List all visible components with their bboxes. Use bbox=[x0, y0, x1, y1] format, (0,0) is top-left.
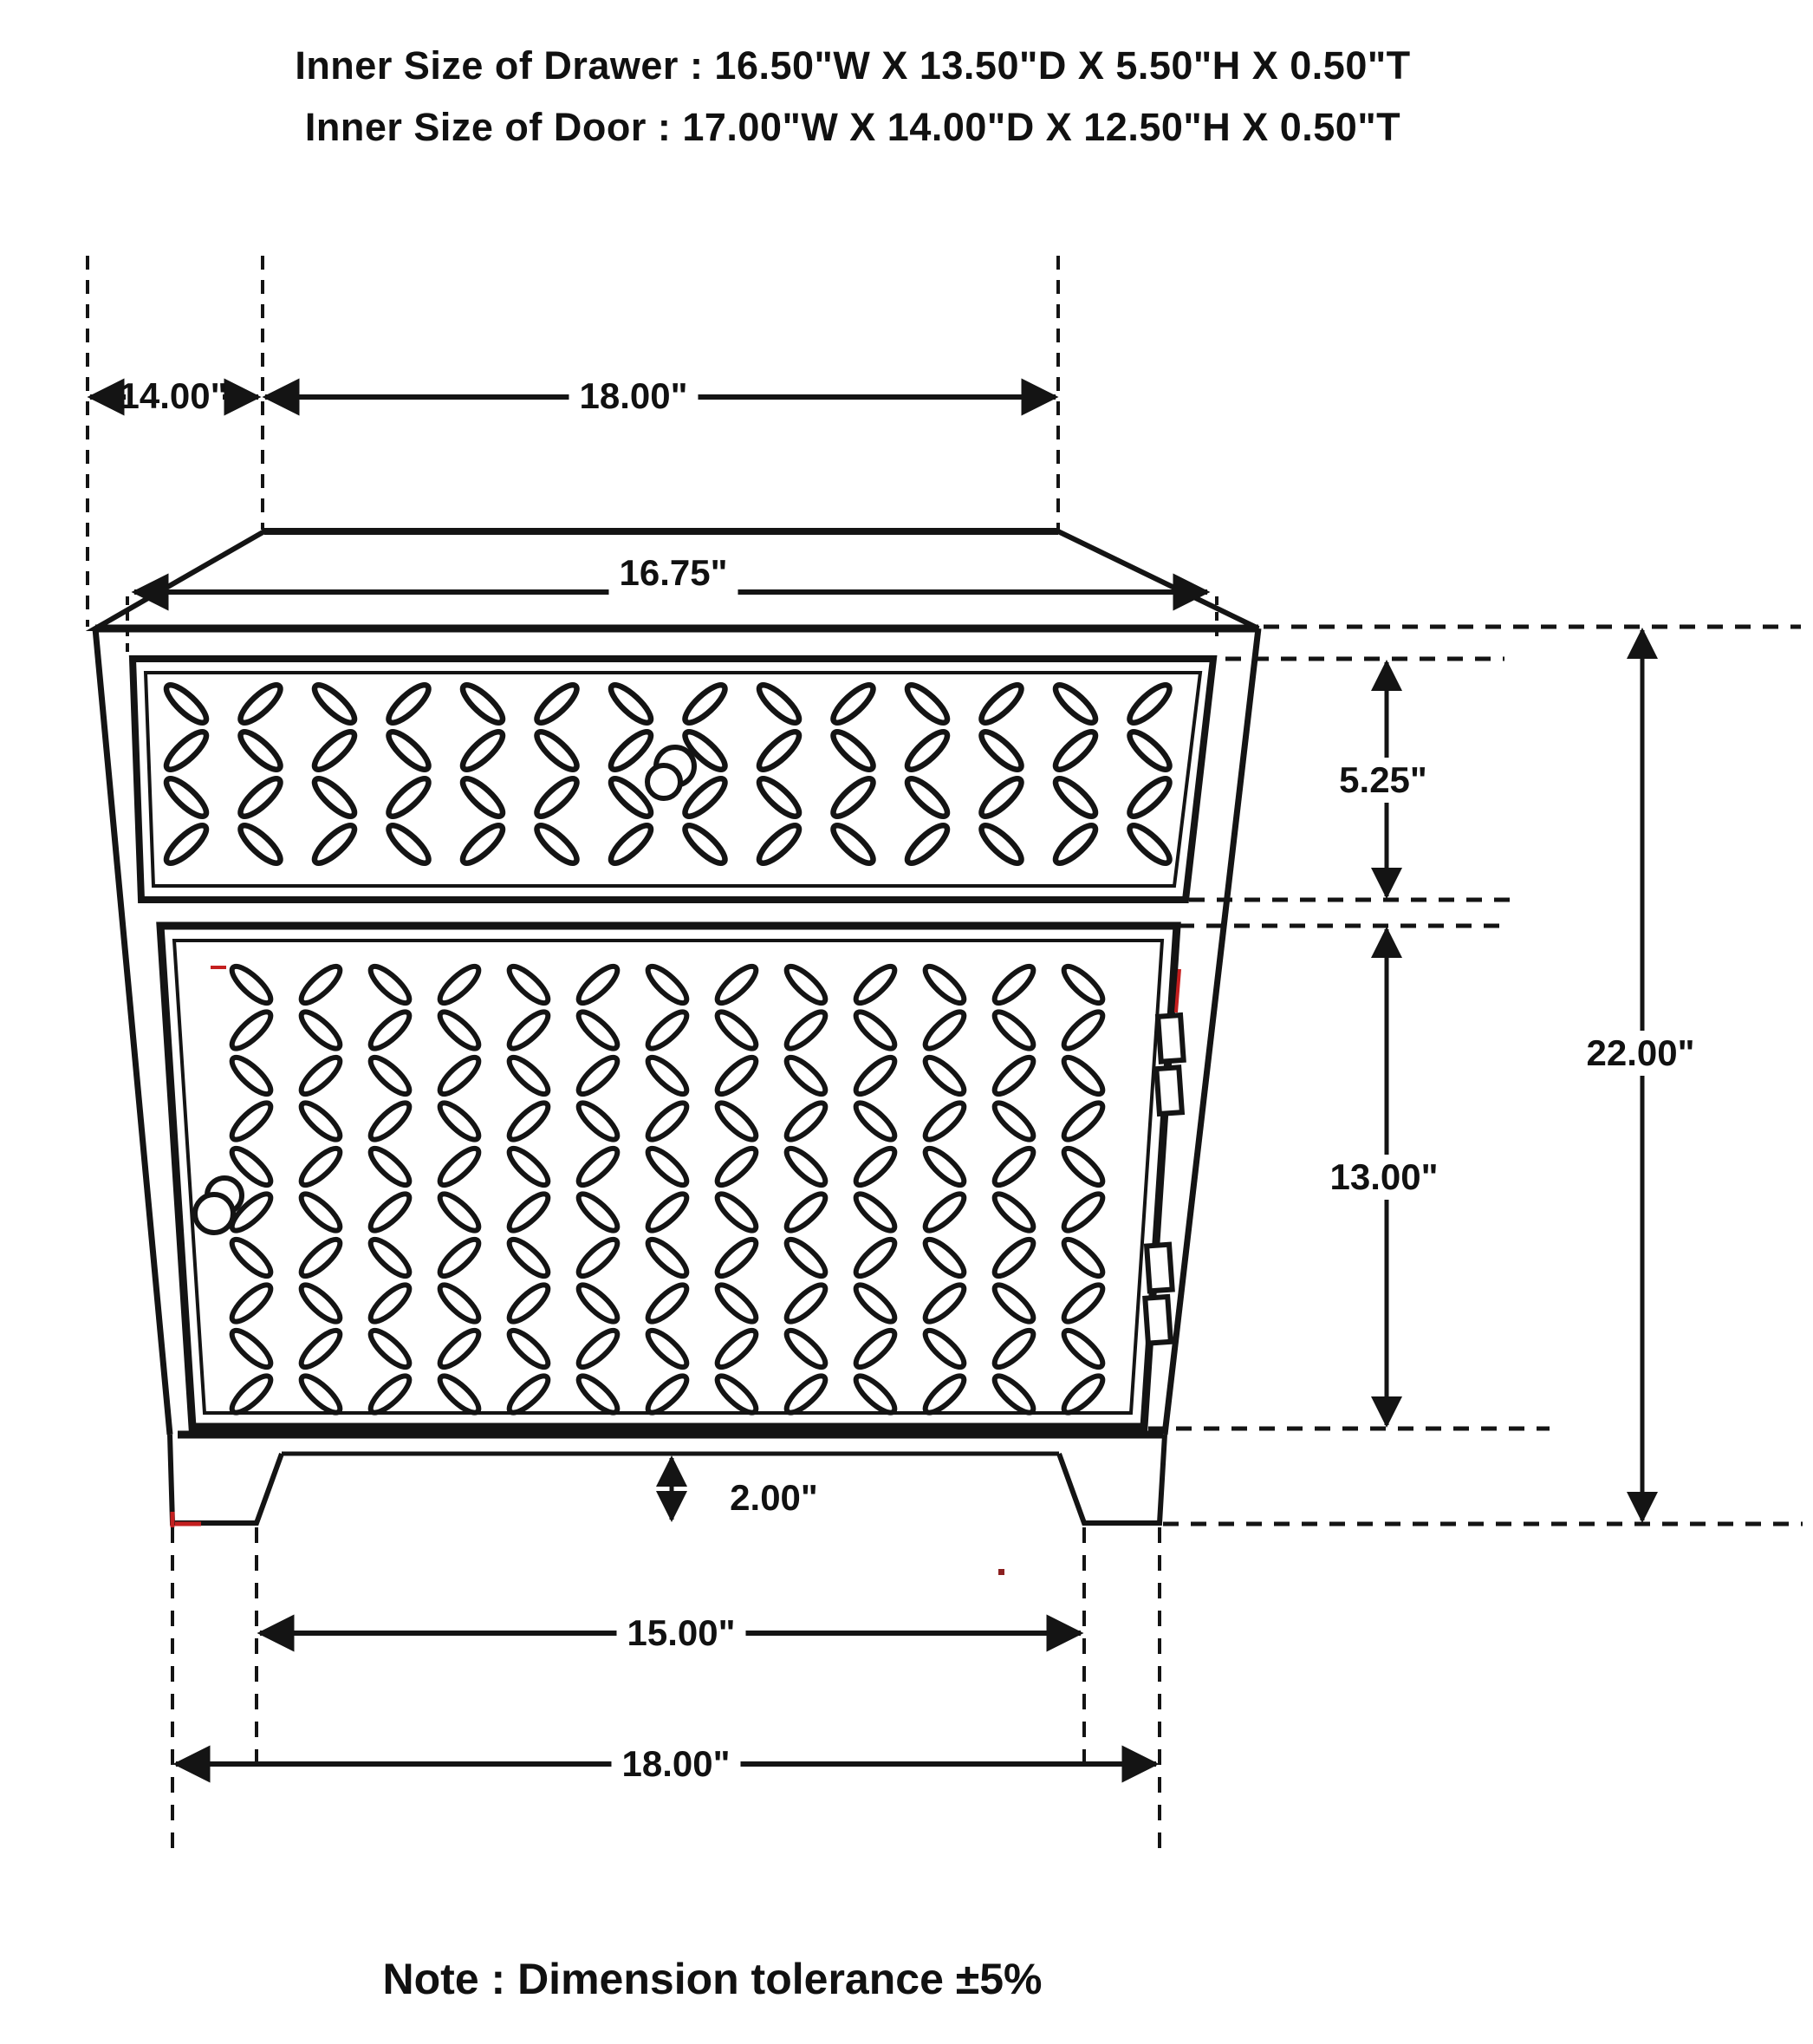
petal-cutout bbox=[782, 1006, 830, 1053]
petal-cutout bbox=[851, 1188, 900, 1235]
petal-cutout bbox=[712, 1325, 761, 1372]
petal-cutout bbox=[296, 1052, 345, 1099]
petal-cutout bbox=[920, 1143, 969, 1190]
petal-cutout bbox=[504, 1006, 553, 1053]
petal-cutout bbox=[680, 680, 731, 728]
petal-cutout bbox=[458, 773, 508, 822]
petal-cutout bbox=[990, 1279, 1038, 1326]
petal-cutout bbox=[851, 1006, 900, 1053]
petal-cutout bbox=[990, 1006, 1038, 1053]
petal-cutout bbox=[782, 1325, 830, 1372]
tolerance-note: Note : Dimension tolerance ±5% bbox=[382, 1955, 1043, 2003]
top-extension-lines bbox=[88, 256, 1217, 656]
petal-cutout bbox=[366, 1052, 414, 1099]
petal-cutout bbox=[1125, 773, 1175, 822]
petal-cutout bbox=[296, 1279, 345, 1326]
petal-cutout bbox=[643, 1097, 692, 1144]
petal-cutout bbox=[296, 1234, 345, 1281]
petal-cutout bbox=[1059, 1097, 1108, 1144]
petal-cutout bbox=[296, 961, 345, 1008]
petal-cutout bbox=[712, 961, 761, 1008]
petal-cutout bbox=[782, 1097, 830, 1144]
petal-cutout bbox=[643, 1370, 692, 1417]
petal-cutout bbox=[574, 1006, 622, 1053]
petal-cutout bbox=[920, 1234, 969, 1281]
petal-cutout bbox=[504, 1325, 553, 1372]
petal-cutout bbox=[1059, 1052, 1108, 1099]
petal-cutout bbox=[532, 773, 582, 822]
petal-cutout bbox=[643, 1188, 692, 1235]
inner-size-door-text: Inner Size of Door : 17.00"W X 14.00"D X 12.50"H X 0.50"T bbox=[304, 105, 1401, 149]
petal-cutout bbox=[296, 1143, 345, 1190]
petal-cutout bbox=[712, 1188, 761, 1235]
petal-cutout bbox=[902, 820, 952, 869]
label-base-outer-span: 18.00" bbox=[611, 1741, 740, 1787]
petal-cutout bbox=[851, 1143, 900, 1190]
petal-cutout bbox=[920, 1097, 969, 1144]
inner-size-drawer-text: Inner Size of Drawer : 16.50"W X 13.50"D X 5.50"H X 0.50"T bbox=[295, 43, 1411, 88]
petal-cutout bbox=[574, 1279, 622, 1326]
petal-cutout bbox=[296, 1188, 345, 1235]
label-overall-height: 22.00" bbox=[1576, 1031, 1705, 1076]
petal-cutout bbox=[920, 1279, 969, 1326]
petal-cutout bbox=[236, 680, 286, 728]
petal-cutout bbox=[1050, 680, 1101, 728]
petal-cutout bbox=[1125, 820, 1175, 869]
petal-cutout bbox=[366, 1279, 414, 1326]
petal-cutout bbox=[296, 1006, 345, 1053]
petal-cutout bbox=[606, 726, 656, 775]
petal-cutout bbox=[504, 1143, 553, 1190]
petal-cutout bbox=[504, 1279, 553, 1326]
petal-cutout bbox=[606, 680, 656, 728]
petal-cutout bbox=[851, 1052, 900, 1099]
petal-cutout bbox=[643, 961, 692, 1008]
petal-cutout bbox=[574, 1370, 622, 1417]
petal-cutout bbox=[236, 820, 286, 869]
petal-cutout bbox=[435, 1188, 484, 1235]
label-top-face-width: 16.75" bbox=[608, 550, 738, 596]
petal-cutout bbox=[227, 1325, 276, 1372]
petal-cutout bbox=[643, 1006, 692, 1053]
petal-cutout bbox=[851, 1097, 900, 1144]
petal-cutout bbox=[643, 1234, 692, 1281]
petal-cutout bbox=[227, 961, 276, 1008]
petal-cutout bbox=[227, 1006, 276, 1053]
petal-cutout bbox=[977, 680, 1027, 728]
petal-cutout bbox=[384, 726, 434, 775]
petal-cutout bbox=[990, 1370, 1038, 1417]
petal-cutout bbox=[977, 820, 1027, 869]
petal-cutout bbox=[782, 961, 830, 1008]
petal-cutout bbox=[712, 1006, 761, 1053]
hinge-plate bbox=[1145, 1297, 1171, 1344]
petal-cutout bbox=[236, 773, 286, 822]
petal-cutout bbox=[712, 1370, 761, 1417]
petal-cutout bbox=[829, 820, 879, 869]
petal-cutout bbox=[977, 726, 1027, 775]
petal-cutout bbox=[920, 1006, 969, 1053]
petal-cutout bbox=[227, 1279, 276, 1326]
petal-cutout bbox=[920, 1188, 969, 1235]
petal-cutout bbox=[504, 1234, 553, 1281]
petal-cutout bbox=[829, 726, 879, 775]
petal-cutout bbox=[384, 680, 434, 728]
petal-cutout bbox=[435, 1052, 484, 1099]
petal-cutout bbox=[782, 1370, 830, 1417]
petal-cutout bbox=[782, 1188, 830, 1235]
petal-cutout bbox=[829, 773, 879, 822]
petal-cutout bbox=[435, 1370, 484, 1417]
base-extension-lines bbox=[172, 1527, 1160, 1857]
petal-cutout bbox=[366, 1234, 414, 1281]
petal-cutout bbox=[990, 1188, 1038, 1235]
petal-cutout bbox=[435, 1325, 484, 1372]
petal-cutout bbox=[366, 1188, 414, 1235]
petal-cutout bbox=[754, 680, 804, 728]
petal-cutout bbox=[1059, 1370, 1108, 1417]
petal-cutout bbox=[782, 1052, 830, 1099]
petal-cutout bbox=[458, 726, 508, 775]
petal-cutout bbox=[366, 1370, 414, 1417]
petal-cutout bbox=[574, 1052, 622, 1099]
petal-cutout bbox=[782, 1234, 830, 1281]
petal-cutout bbox=[643, 1279, 692, 1326]
petal-cutout bbox=[532, 680, 582, 728]
petal-cutout bbox=[236, 726, 286, 775]
petal-cutout bbox=[851, 1279, 900, 1326]
petal-cutout bbox=[851, 961, 900, 1008]
petal-cutout bbox=[161, 773, 211, 822]
hinge-plate bbox=[1156, 1067, 1182, 1114]
right-leg bbox=[1059, 1435, 1165, 1523]
petal-cutout bbox=[227, 1370, 276, 1417]
petal-cutout bbox=[851, 1234, 900, 1281]
petal-cutout bbox=[643, 1052, 692, 1099]
petal-cutout bbox=[712, 1143, 761, 1190]
petal-cutout bbox=[435, 1279, 484, 1326]
petal-cutout bbox=[458, 820, 508, 869]
petal-cutout bbox=[366, 1143, 414, 1190]
petal-cutout bbox=[1059, 1234, 1108, 1281]
label-foot-clearance: 2.00" bbox=[730, 1477, 818, 1518]
label-drawer-height: 5.25" bbox=[1329, 758, 1438, 803]
petal-cutout bbox=[366, 1097, 414, 1144]
petal-cutout bbox=[366, 1325, 414, 1372]
petal-cutout bbox=[435, 1097, 484, 1144]
petal-cutout bbox=[1125, 680, 1175, 728]
petal-cutout bbox=[1059, 961, 1108, 1008]
hinge-lower bbox=[1141, 1245, 1176, 1344]
label-feet-inner-span: 15.00" bbox=[616, 1611, 745, 1656]
cabinet-door bbox=[160, 926, 1187, 1427]
petal-cutout bbox=[309, 820, 360, 869]
petal-cutout bbox=[574, 1188, 622, 1235]
dimension-lines bbox=[90, 397, 1642, 1764]
left-leg bbox=[170, 1435, 282, 1523]
petal-cutout bbox=[227, 1052, 276, 1099]
petal-cutout bbox=[504, 1188, 553, 1235]
label-top-depth: 14.00" bbox=[119, 375, 228, 416]
petal-cutout bbox=[712, 1097, 761, 1144]
petal-cutout bbox=[643, 1143, 692, 1190]
petal-cutout bbox=[574, 961, 622, 1008]
petal-cutout bbox=[574, 1097, 622, 1144]
petal-cutout bbox=[990, 1325, 1038, 1372]
petal-cutout bbox=[1059, 1143, 1108, 1190]
petal-cutout bbox=[296, 1325, 345, 1372]
petal-cutout bbox=[296, 1370, 345, 1417]
petal-cutout bbox=[574, 1325, 622, 1372]
petal-cutout bbox=[990, 1052, 1038, 1099]
petal-cutout bbox=[504, 1052, 553, 1099]
petal-cutout bbox=[1050, 820, 1101, 869]
petal-cutout bbox=[1059, 1006, 1108, 1053]
petal-cutout bbox=[532, 820, 582, 869]
petal-cutout bbox=[990, 961, 1038, 1008]
petal-cutout bbox=[754, 726, 804, 775]
petal-cutout bbox=[296, 1097, 345, 1144]
petal-cutout bbox=[902, 680, 952, 728]
drawer-knob bbox=[647, 747, 694, 798]
petal-cutout bbox=[161, 680, 211, 728]
petal-cutout bbox=[782, 1279, 830, 1326]
petal-cutout bbox=[712, 1234, 761, 1281]
petal-cutout bbox=[504, 1097, 553, 1144]
drawer-knob-pull bbox=[647, 765, 680, 798]
drawer-front bbox=[133, 659, 1213, 900]
petal-cutout bbox=[161, 820, 211, 869]
petal-cutout bbox=[851, 1370, 900, 1417]
label-door-height: 13.00" bbox=[1319, 1155, 1448, 1200]
petal-cutout bbox=[920, 1370, 969, 1417]
petal-cutout bbox=[829, 680, 879, 728]
hinge-plate bbox=[1158, 1015, 1184, 1062]
petal-cutout bbox=[977, 773, 1027, 822]
petal-cutout bbox=[920, 1325, 969, 1372]
petal-cutout bbox=[1050, 726, 1101, 775]
petal-cutout bbox=[920, 1052, 969, 1099]
petal-cutout bbox=[504, 1370, 553, 1417]
petal-cutout bbox=[712, 1279, 761, 1326]
petal-cutout bbox=[227, 1234, 276, 1281]
petal-cutout bbox=[1059, 1325, 1108, 1372]
petal-cutout bbox=[435, 961, 484, 1008]
petal-cutout bbox=[920, 961, 969, 1008]
petal-cutout bbox=[532, 726, 582, 775]
door-petal-pattern bbox=[227, 961, 1108, 1418]
petal-cutout bbox=[435, 1234, 484, 1281]
petal-cutout bbox=[458, 680, 508, 728]
label-top-back-width: 18.00" bbox=[569, 374, 698, 419]
petal-cutout bbox=[1059, 1188, 1108, 1235]
petal-cutout bbox=[1059, 1279, 1108, 1326]
petal-cutout bbox=[435, 1006, 484, 1053]
petal-cutout bbox=[990, 1234, 1038, 1281]
petal-cutout bbox=[990, 1097, 1038, 1144]
petal-cutout bbox=[574, 1234, 622, 1281]
petal-cutout bbox=[366, 961, 414, 1008]
petal-cutout bbox=[754, 820, 804, 869]
petal-cutout bbox=[754, 773, 804, 822]
petal-cutout bbox=[902, 773, 952, 822]
petal-cutout bbox=[1050, 773, 1101, 822]
petal-cutout bbox=[384, 820, 434, 869]
petal-cutout bbox=[227, 1097, 276, 1144]
petal-cutout bbox=[712, 1052, 761, 1099]
petal-cutout bbox=[782, 1143, 830, 1190]
petal-cutout bbox=[504, 961, 553, 1008]
petal-cutout bbox=[435, 1143, 484, 1190]
petal-cutout bbox=[606, 820, 656, 869]
petal-cutout bbox=[309, 680, 360, 728]
petal-cutout bbox=[990, 1143, 1038, 1190]
petal-cutout bbox=[366, 1006, 414, 1053]
hinge-plate bbox=[1147, 1245, 1173, 1292]
petal-cutout bbox=[161, 726, 211, 775]
petal-cutout bbox=[309, 773, 360, 822]
petal-cutout bbox=[643, 1325, 692, 1372]
petal-cutout bbox=[384, 773, 434, 822]
petal-cutout bbox=[902, 726, 952, 775]
red-artifact bbox=[998, 1569, 1004, 1575]
petal-cutout bbox=[851, 1325, 900, 1372]
petal-cutout bbox=[1125, 726, 1175, 775]
petal-cutout bbox=[309, 726, 360, 775]
petal-cutout bbox=[574, 1143, 622, 1190]
door-knob-pull bbox=[195, 1195, 233, 1233]
petal-cutout bbox=[680, 820, 731, 869]
